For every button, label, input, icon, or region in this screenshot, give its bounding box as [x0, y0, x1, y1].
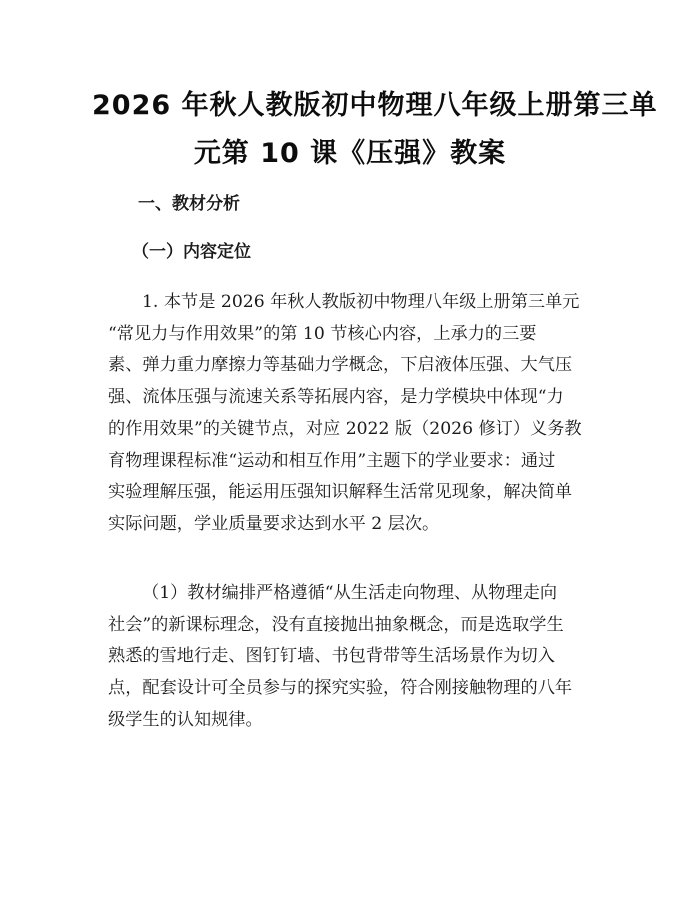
title-line-1: 2026 年秋人教版初中物理八年级上册第三单 — [92, 90, 658, 121]
paragraph-line: 实验理解压强，能运用压强知识解释生活常见现象，解决简单 — [108, 482, 573, 503]
paragraph-line: 点，配套设计可全员参与的探究实验，符合刚接触物理的八年 — [108, 678, 573, 699]
paragraph-line: 社会”的新课标理念，没有直接抛出抽象概念，而是选取学生 — [108, 614, 564, 635]
paragraph-textbook-arrangement — [108, 578, 602, 737]
title-line-2: 元第 10 课《压强》教案 — [193, 138, 507, 169]
paragraph-line: 1. 本节是 2026 年秋人教版初中物理八年级上册第三单元 — [142, 292, 580, 312]
paragraph-line: 素、弹力重力摩擦力等基础力学概念，下启液体压强、大气压 — [108, 355, 573, 376]
paragraph-line: 强、流体压强与流速关系等拓展内容，是力学模块中体现“力 — [108, 387, 564, 408]
paragraph-line: 级学生的认知规律。 — [108, 709, 263, 730]
paragraph-content-positioning — [108, 287, 602, 541]
document-title — [92, 82, 658, 178]
subsection-heading: （一）内容定位 — [132, 242, 251, 262]
paragraph-line: 实际问题，学业质量要求达到水平 2 层次。 — [108, 513, 440, 534]
section-heading: 一、教材分析 — [138, 194, 240, 214]
paragraph-line: 的作用效果”的关键节点，对应 2022 版（2026 修订）义务教 — [108, 418, 582, 439]
paragraph-line: （1）教材编排严格遵循“从生活走向物理、从物理走向 — [142, 583, 558, 603]
paragraph-line: 熟悉的雪地行走、图钉钉墙、书包背带等生活场景作为切入 — [108, 646, 555, 667]
paragraph-line: 育物理课程标准“运动和相互作用”主题下的学业要求：通过 — [108, 450, 556, 471]
paragraph-line: “常见力与作用效果”的第 10 节核心内容，上承力的三要 — [108, 323, 537, 344]
